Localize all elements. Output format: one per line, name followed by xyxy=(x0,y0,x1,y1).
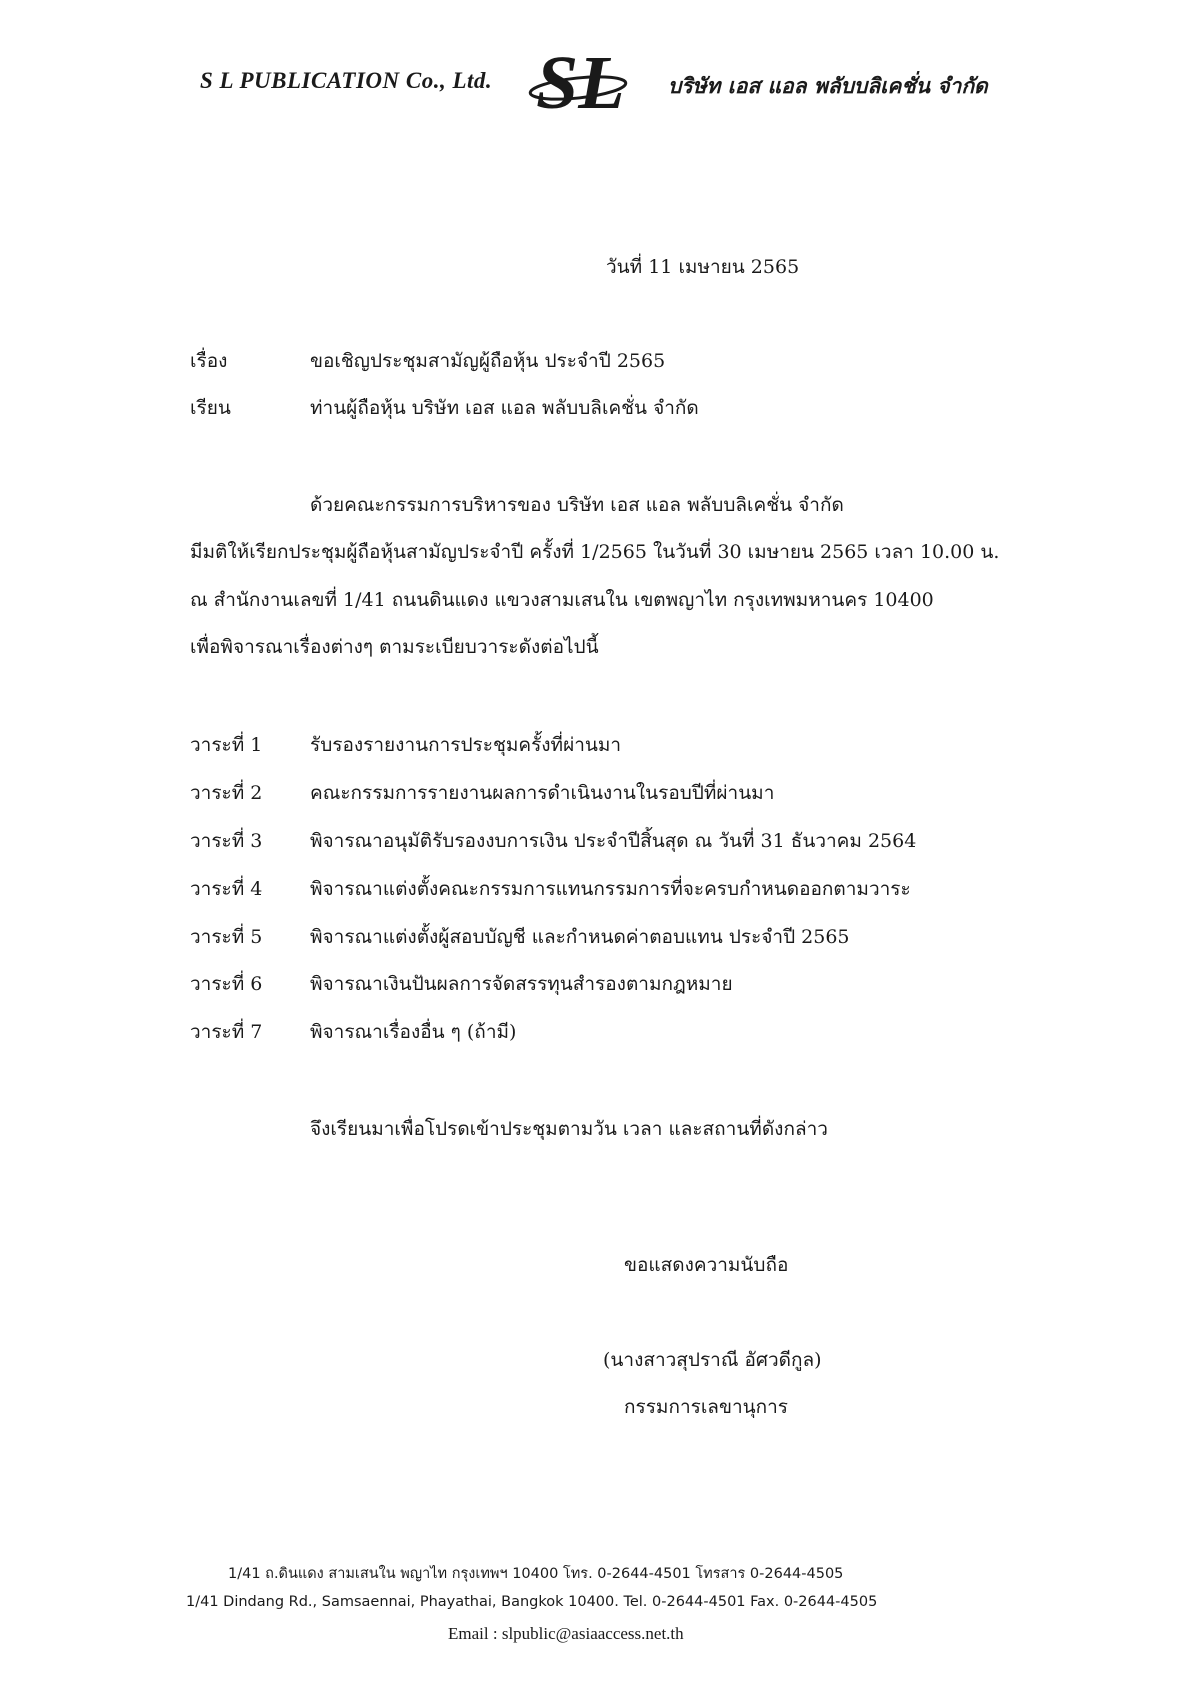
agenda-item-5: พิจารณาแต่งตั้งผู้สอบบัญชี และกำหนดค่าตอบแทน ประจำปี 2565 xyxy=(310,926,850,948)
company-name-en: S L PUBLICATION Co., Ltd. xyxy=(200,68,493,93)
body-line-3: ณ สำนักงานเลขที่ 1/41 ถนนดินแดง แขวงสามเสนใน เขตพญาไท กรุงเทพมหานคร 10400 xyxy=(190,589,934,611)
company-logo xyxy=(528,42,638,120)
body-line-2: มีมติให้เรียกประชุมผู้ถือหุ้นสามัญประจำปี ครั้งที่ 1/2565 ในวันที่ 30 เมษายน 2565 เวลา 10.00 น. xyxy=(190,541,1000,563)
recipient-label: เรียน xyxy=(190,397,231,419)
subject-value: ขอเชิญประชุมสามัญผู้ถือหุ้น ประจำปี 2565 xyxy=(310,350,666,372)
signer-name: (นางสาวสุปราณี อัศวดีกูล) xyxy=(603,1349,822,1371)
footer-email: Email : slpublic@asiaaccess.net.th xyxy=(448,1624,684,1643)
subject-label: เรื่อง xyxy=(190,350,228,372)
agenda-item-3: พิจารณาอนุมัติรับรองงบการเงิน ประจำปีสิ้นสุด ณ วันที่ 31 ธันวาคม 2564 xyxy=(310,830,917,852)
agenda-label-3: วาระที่ 3 xyxy=(190,830,263,852)
body-line-4: เพื่อพิจารณาเรื่องต่างๆ ตามระเบียบวาระดังต่อไปนี้ xyxy=(190,636,599,658)
footer-address-th: 1/41 ถ.ดินแดง สามเสนใน พญาไท กรุงเทพฯ 10400 โทร. 0-2644-4501 โทรสาร 0-2644-4505 xyxy=(228,1566,844,1582)
closing-line: จึงเรียนมาเพื่อโปรดเข้าประชุมตามวัน เวลา และสถานที่ดังกล่าว xyxy=(310,1118,828,1140)
agenda-label-2: วาระที่ 2 xyxy=(190,782,263,804)
agenda-item-7: พิจารณาเรื่องอื่น ๆ (ถ้ามี) xyxy=(310,1021,517,1043)
agenda-label-5: วาระที่ 5 xyxy=(190,926,263,948)
agenda-item-1: รับรองรายงานการประชุมครั้งที่ผ่านมา xyxy=(310,734,622,756)
agenda-label-7: วาระที่ 7 xyxy=(190,1021,263,1043)
regards: ขอแสดงความนับถือ xyxy=(624,1254,789,1276)
agenda-item-6: พิจารณาเงินปันผลการจัดสรรทุนสำรองตามกฎหมาย xyxy=(310,973,733,995)
body-line-1: ด้วยคณะกรรมการบริหารของ บริษัท เอส แอล พลับบลิเคชั่น จำกัด xyxy=(310,494,844,516)
agenda-item-4: พิจารณาแต่งตั้งคณะกรรมการแทนกรรมการที่จะครบกำหนดออกตามวาระ xyxy=(310,878,911,900)
footer-address-en: 1/41 Dindang Rd., Samsaennai, Phayathai, Bangkok 10400. Tel. 0-2644-4501 Fax. 0-2644-4505 xyxy=(186,1594,878,1610)
letter-date: วันที่ 11 เมษายน 2565 xyxy=(606,256,800,278)
signer-title: กรรมการเลขานุการ xyxy=(624,1396,788,1418)
recipient-value: ท่านผู้ถือหุ้น บริษัท เอส แอล พลับบลิเคชั่น จำกัด xyxy=(310,397,699,419)
agenda-label-4: วาระที่ 4 xyxy=(190,878,263,900)
agenda-label-1: วาระที่ 1 xyxy=(190,734,263,756)
agenda-item-2: คณะกรรมการรายงานผลการดำเนินงานในรอบปีที่ผ่านมา xyxy=(310,782,775,804)
company-name-th: บริษัท เอส แอล พลับบลิเคชั่น จำกัด xyxy=(668,74,988,98)
logo-text: SL xyxy=(536,42,625,120)
agenda-label-6: วาระที่ 6 xyxy=(190,973,263,995)
